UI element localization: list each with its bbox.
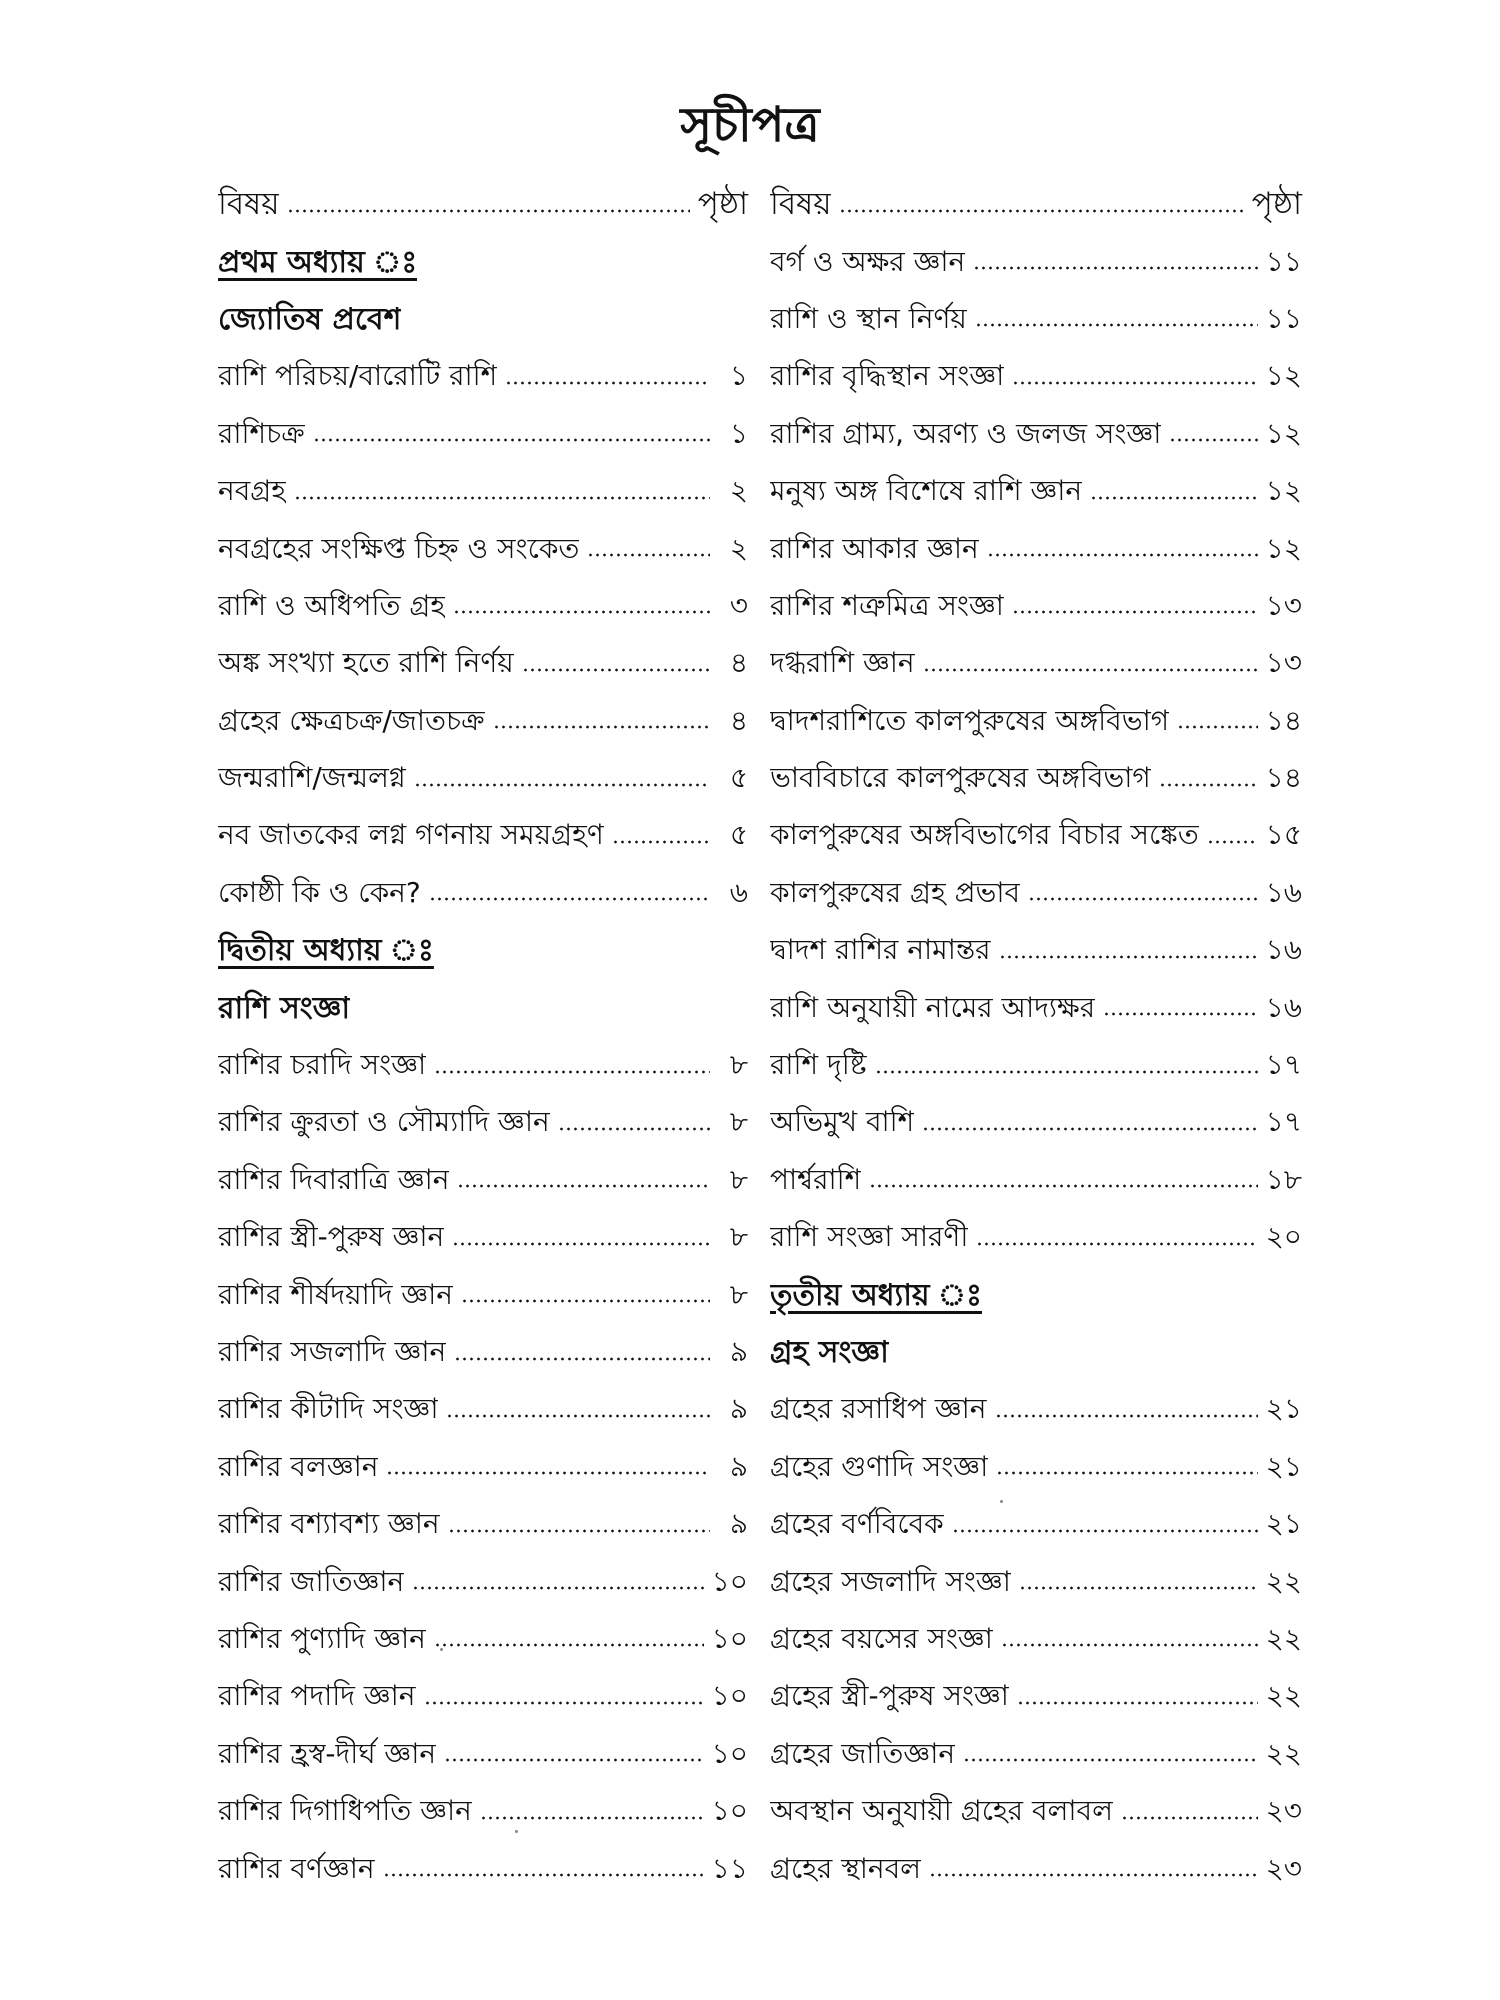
dot-leader	[952, 1529, 1258, 1533]
toc-entry-page: ২	[729, 474, 748, 508]
toc-entry-label: রাশির দিগাধিপতি জ্ঞান	[218, 1794, 472, 1828]
toc-entry-label: নবগ্রহের সংক্ষিপ্ত চিহ্ন ও সংকেত	[218, 531, 580, 565]
toc-entry-page: ২	[729, 531, 748, 565]
toc-entry-label: রাশি পরিচয়/বারোটি রাশি	[218, 359, 498, 393]
toc-header-subject: বিষয়	[218, 185, 280, 222]
toc-entry	[218, 1267, 748, 1324]
dot-leader	[429, 897, 710, 901]
toc-entry-label: রাশির চরাদি সংজ্ঞা	[218, 1048, 427, 1082]
toc-entry	[770, 1727, 1302, 1784]
toc-entry-label: জন্মরাশি/জন্মলগ্ন	[218, 761, 406, 795]
dot-leader	[412, 1586, 703, 1590]
dot-leader	[1159, 783, 1258, 787]
toc-entry-label: রাশি দৃষ্টি	[770, 1048, 867, 1082]
toc-entry-page: ১	[729, 359, 748, 393]
toc-entry	[770, 521, 1302, 578]
toc-entry	[218, 636, 748, 693]
toc-entry-label: অভিমুখ বাশি	[770, 1105, 915, 1139]
toc-entry-label: গ্রহের স্থানবল	[770, 1851, 922, 1885]
toc-entry-label: রাশির কীটাদি সংজ্ঞা	[218, 1392, 439, 1426]
toc-entry-page: ২১	[1265, 1507, 1302, 1541]
dot-leader	[1017, 1701, 1258, 1705]
toc-entry-page: ১১	[1265, 301, 1302, 335]
toc-entry-page: ৮	[729, 1277, 748, 1311]
toc-entry-page: ১৬	[1265, 875, 1302, 909]
paper-speck	[515, 1830, 518, 1833]
paper-speck	[1000, 1500, 1003, 1503]
toc-entry-label: রাশির শত্রুমিত্র সংজ্ঞা	[770, 588, 1004, 622]
toc-entry	[770, 1382, 1302, 1439]
toc-entry	[770, 407, 1302, 464]
dot-leader	[558, 1127, 710, 1131]
dot-leader	[1169, 438, 1257, 442]
toc-entry-page: ১০	[711, 1679, 748, 1713]
dot-leader	[414, 783, 710, 787]
dot-leader	[999, 955, 1258, 959]
dot-leader	[480, 1816, 704, 1820]
toc-entry-page: ১৮	[1265, 1162, 1302, 1196]
toc-entry-page: ২৩	[1265, 1851, 1302, 1885]
toc-entry-page: ২৩	[1265, 1794, 1302, 1828]
dot-leader	[612, 840, 710, 844]
toc-entry	[770, 808, 1302, 865]
section-heading-label: গ্রহ সংজ্ঞা	[770, 1335, 889, 1370]
toc-entry	[218, 407, 748, 464]
toc-entry	[770, 694, 1302, 751]
toc-entry-label: রাশি ও অধিপতি গ্রহ	[218, 588, 446, 622]
toc-entry-page: ১৬	[1265, 990, 1302, 1024]
toc-entry-page: ২১	[1265, 1392, 1302, 1426]
toc-entry-page: ৮	[729, 1162, 748, 1196]
chapter-heading-label: প্রথম অধ্যায় ঃ	[218, 244, 418, 280]
page-title: সূচীপত্র	[680, 97, 820, 153]
toc-entry	[218, 866, 748, 923]
chapter-heading-label: দ্বিতীয় অধ্যায় ঃ	[218, 933, 434, 969]
right-column	[770, 177, 1302, 1899]
toc-entry-page: ১২	[1265, 474, 1302, 508]
dot-leader	[444, 1758, 704, 1762]
toc-entry	[770, 1095, 1302, 1152]
toc-entry	[770, 636, 1302, 693]
toc-entry-label: গ্রহের ক্ষেত্রচক্র/জাতচক্র	[218, 703, 485, 737]
toc-entry-page: ২০	[1265, 1220, 1302, 1254]
toc-entry-label: রাশির বলজ্ঞান	[218, 1449, 379, 1483]
toc-entry-label: গ্রহের বর্ণবিবেক	[770, 1507, 944, 1541]
dot-leader	[454, 1357, 710, 1361]
toc-entry-label: অঙ্ক সংখ্যা হতে রাশি নির্ণয়	[218, 646, 514, 680]
toc-entry-page: ৮	[729, 1105, 748, 1139]
toc-entry-label: রাশির হ্রস্ব-দীর্ঘ জ্ঞান	[218, 1736, 437, 1770]
toc-entry	[770, 579, 1302, 636]
toc-entry	[770, 1210, 1302, 1267]
dot-leader	[493, 725, 710, 729]
toc-entry	[770, 1497, 1302, 1554]
toc-entry-label: গ্রহের গুণাদি সংজ্ঞা	[770, 1449, 989, 1483]
toc-entry	[770, 1784, 1302, 1841]
toc-entry-page: ৪	[729, 703, 748, 737]
toc-entry	[770, 1669, 1302, 1726]
toc-entry-label: রাশির আকার জ্ঞান	[770, 531, 979, 565]
toc-entry-page: ৩	[729, 588, 748, 622]
toc-entry-page: ১৭	[1265, 1105, 1302, 1139]
dot-leader	[522, 668, 710, 672]
dot-leader	[446, 1414, 710, 1418]
toc-entry-page: ১৭	[1265, 1048, 1302, 1082]
toc-entry-label: দ্বাদশরাশিতে কালপুরুষের অঙ্গবিভাগ	[770, 703, 1170, 737]
dot-leader	[1001, 1643, 1258, 1647]
dot-leader	[448, 1529, 710, 1533]
dot-leader	[1028, 897, 1258, 901]
toc-entry-page: ১১	[1265, 244, 1302, 278]
toc-entry	[218, 1727, 748, 1784]
toc-entry-label: রাশি সংজ্ঞা সারণী	[770, 1220, 969, 1254]
toc-entry-page: ১২	[1265, 531, 1302, 565]
toc-entry-page: ১০	[711, 1794, 748, 1828]
toc-entry-label: রাশির শীর্ষদয়াদি জ্ঞান	[218, 1277, 453, 1311]
toc-entry	[218, 1382, 748, 1439]
toc-entry	[218, 521, 748, 578]
section-heading-label: রাশি সংজ্ঞা	[218, 990, 351, 1026]
toc-entry-label: রাশির জাতিজ্ঞান	[218, 1564, 405, 1598]
dot-leader	[386, 1471, 710, 1475]
toc-entry-label: কালপুরুষের অঙ্গবিভাগের বিচার সঙ্কেত	[770, 818, 1199, 852]
toc-entry-page: ৯	[729, 1392, 748, 1426]
dot-leader	[1103, 1012, 1258, 1016]
dot-leader	[1121, 1816, 1258, 1820]
toc-entry-page: ২১	[1265, 1449, 1302, 1483]
dot-leader	[1019, 1586, 1258, 1590]
toc-entry-label: রাশির ক্রুরতা ও সৌম্যাদি জ্ঞান	[218, 1105, 550, 1139]
toc-entry-page: ১০	[711, 1621, 748, 1655]
toc-entry-label: কোষ্ঠী কি ও কেন?	[218, 875, 421, 909]
toc-entry-label: গ্রহের জাতিজ্ঞান	[770, 1736, 956, 1770]
toc-header-page: পৃষ্ঠা	[1251, 185, 1302, 222]
toc-entry-label: গ্রহের স্ত্রী-পুরুষ সংজ্ঞা	[770, 1679, 1009, 1713]
toc-entry-label: রাশির পুণ্যাদি জ্ঞান	[218, 1621, 426, 1655]
toc-entry-page: ১২	[1265, 416, 1302, 450]
toc-entry-page: ১৪	[1265, 703, 1302, 737]
toc-entry-page: ২২	[1265, 1736, 1302, 1770]
section-heading-label: জ্যোতিষ প্রবেশ	[218, 301, 402, 337]
toc-entry-label: দ্বাদশ রাশির নামান্তর	[770, 933, 991, 967]
toc-entry-label: বর্গ ও অক্ষর জ্ঞান	[770, 244, 966, 278]
toc-entry	[218, 1095, 748, 1152]
toc-entry-label: দগ্ধরাশি জ্ঞান	[770, 646, 915, 680]
toc-entry	[218, 808, 748, 865]
toc-entry	[770, 1038, 1302, 1095]
toc-entry-label: রাশির পদাদি জ্ঞান	[218, 1679, 416, 1713]
toc-entry-page: ৫	[729, 761, 748, 795]
dot-leader	[1177, 725, 1258, 729]
toc-entry-page: ১৩	[1265, 588, 1302, 622]
toc-entry-label: পার্শ্বরাশি	[770, 1162, 862, 1196]
toc-entry-page: ১৫	[1265, 818, 1302, 852]
chapter-heading	[770, 1267, 1302, 1324]
chapter-heading	[218, 923, 748, 980]
toc-entry-page: ১৩	[1265, 646, 1302, 680]
section-heading	[218, 980, 748, 1037]
dot-leader	[287, 209, 689, 213]
toc-entry	[218, 1841, 748, 1898]
dot-leader	[973, 266, 1257, 270]
toc-entry	[218, 1612, 748, 1669]
toc-entry-label: মনুষ্য অঙ্গ বিশেষে রাশি জ্ঞান	[770, 474, 1083, 508]
toc-entry	[218, 1784, 748, 1841]
toc-entry-label: কালপুরুষের গ্রহ প্রভাব	[770, 875, 1021, 909]
chapter-heading-label: তৃতীয় অধ্যায় ঃ	[770, 1277, 982, 1313]
toc-entry-page: ১২	[1265, 359, 1302, 393]
toc-entry	[218, 751, 748, 808]
toc-entry	[218, 1554, 748, 1611]
section-heading	[770, 1325, 1302, 1382]
toc-entry-page: ৬	[729, 875, 748, 909]
toc-entry	[218, 1497, 748, 1554]
toc-entry-page: ১০	[711, 1564, 748, 1598]
toc-entry-page: ৯	[729, 1335, 748, 1368]
toc-entry	[218, 1440, 748, 1497]
toc-header-page: পৃষ্ঠা	[697, 185, 748, 222]
toc-entry-label: রাশির গ্রাম্য, অরণ্য ও জলজ সংজ্ঞা	[770, 416, 1162, 450]
toc-entry-label: নবগ্রহ	[218, 474, 286, 508]
dot-leader	[383, 1873, 704, 1877]
dot-leader	[453, 610, 710, 614]
toc-entry-label: গ্রহের বয়সের সংজ্ঞা	[770, 1621, 993, 1655]
toc-entry	[218, 1669, 748, 1726]
dot-leader	[922, 1127, 1257, 1131]
toc-entry-page: ২২	[1265, 1679, 1302, 1713]
toc-entry-label: রাশিচক্র	[218, 416, 305, 450]
dot-leader	[923, 668, 1258, 672]
toc-entry-page: ২২	[1265, 1621, 1302, 1655]
toc-entry-page: ৮	[729, 1220, 748, 1254]
toc-entry-label: রাশির বর্ণজ্ঞান	[218, 1851, 375, 1885]
toc-entry-page: ১৬	[1265, 933, 1302, 967]
toc-header-row	[218, 177, 748, 234]
dot-leader	[457, 1184, 710, 1188]
toc-header-subject: বিষয়	[770, 185, 832, 222]
dot-leader	[294, 496, 710, 500]
dot-leader	[869, 1184, 1257, 1188]
toc-entry-page: ১৪	[1265, 761, 1302, 795]
toc-entry	[770, 923, 1302, 980]
toc-entry-label: গ্রহের সজলাদি সংজ্ঞা	[770, 1564, 1011, 1598]
dot-leader	[929, 1873, 1258, 1877]
dot-leader	[452, 1242, 710, 1246]
toc-entry	[218, 1153, 748, 1210]
dot-leader	[587, 553, 710, 557]
toc-entry	[770, 349, 1302, 406]
dot-leader	[975, 323, 1258, 327]
toc-entry	[770, 292, 1302, 349]
toc-entry-page: ২২	[1265, 1564, 1302, 1598]
toc-entry-page: ৪	[729, 646, 748, 680]
toc-entry	[770, 464, 1302, 521]
toc-entry	[770, 1554, 1302, 1611]
dot-leader	[839, 209, 1243, 213]
toc-entry	[770, 866, 1302, 923]
dot-leader	[1012, 381, 1257, 385]
toc-entry-label: রাশির বশ্যাবশ্য জ্ঞান	[218, 1507, 440, 1541]
dot-leader	[875, 1070, 1258, 1074]
toc-entry	[770, 751, 1302, 808]
toc-entry-label: অবস্থান অনুযায়ী গ্রহের বলাবল	[770, 1794, 1113, 1828]
toc-entry-label: রাশির বৃদ্ধিস্থান সংজ্ঞা	[770, 359, 1005, 393]
dot-leader	[424, 1701, 704, 1705]
toc-entry	[770, 1440, 1302, 1497]
toc-entry	[770, 1153, 1302, 1210]
toc-entry-label: রাশির সজলাদি জ্ঞান	[218, 1335, 447, 1368]
toc-entry	[770, 1612, 1302, 1669]
toc-entry	[218, 579, 748, 636]
dot-leader	[505, 381, 710, 385]
toc-entry	[218, 694, 748, 751]
toc-entry	[770, 1841, 1302, 1898]
dot-leader	[1207, 840, 1258, 844]
dot-leader	[1090, 496, 1258, 500]
chapter-heading	[218, 234, 748, 291]
dot-leader	[1012, 610, 1258, 614]
dot-leader	[434, 1643, 704, 1647]
dot-leader	[976, 1242, 1257, 1246]
toc-entry	[218, 464, 748, 521]
toc-entry-label: নব জাতকের লগ্ন গণনায় সময়গ্রহণ	[218, 818, 604, 852]
toc-entry-page: ৮	[729, 1048, 748, 1082]
dot-leader	[995, 1414, 1258, 1418]
toc-entry-label: রাশির দিবারাত্রি জ্ঞান	[218, 1162, 450, 1196]
dot-leader	[963, 1758, 1258, 1762]
section-heading	[218, 292, 748, 349]
toc-entry-page: ৯	[729, 1449, 748, 1483]
dot-leader	[313, 438, 710, 442]
toc-entry-label: গ্রহের রসাধিপ জ্ঞান	[770, 1392, 987, 1426]
toc-entry-label: ভাববিচারে কালপুরুষের অঙ্গবিভাগ	[770, 761, 1151, 795]
toc-entry	[770, 980, 1302, 1037]
dot-leader	[461, 1299, 710, 1303]
dot-leader	[434, 1070, 710, 1074]
toc-entry-label: রাশি অনুযায়ী নামের আদ্যক্ষর	[770, 990, 1096, 1024]
left-column	[218, 177, 748, 1899]
paper-speck	[440, 1648, 443, 1651]
toc-entry	[770, 234, 1302, 291]
toc-entry-page: ৯	[729, 1507, 748, 1541]
toc-entry	[218, 1038, 748, 1095]
toc-entry-page: ৫	[729, 818, 748, 852]
toc-entry-page: ১০	[711, 1736, 748, 1770]
toc-entry	[218, 1210, 748, 1267]
toc-entry-page: ১১	[711, 1851, 748, 1885]
toc-header-row	[770, 177, 1302, 234]
dot-leader	[987, 553, 1258, 557]
toc-entry-label: রাশির স্ত্রী-পুরুষ জ্ঞান	[218, 1220, 445, 1254]
toc-entry	[218, 349, 748, 406]
toc-entry-page: ১	[729, 416, 748, 450]
dot-leader	[996, 1471, 1257, 1475]
toc-entry-label: রাশি ও স্থান নির্ণয়	[770, 301, 967, 335]
toc-entry	[218, 1325, 748, 1382]
